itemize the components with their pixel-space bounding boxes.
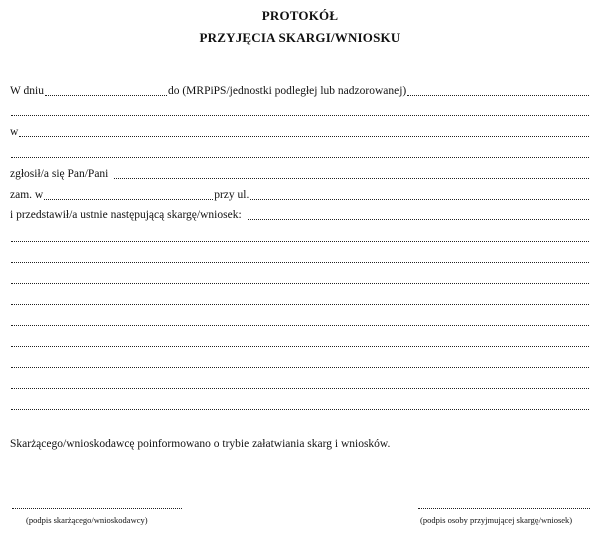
place-field-continued[interactable] [11, 157, 589, 158]
complaint-line [10, 312, 590, 328]
receiver-signature-line[interactable] [418, 508, 590, 509]
person-label: zgłosił/a się Pan/Pani [10, 168, 109, 180]
institution-field-continued[interactable] [11, 115, 589, 116]
person-row [10, 165, 590, 181]
complaint-text-line[interactable] [11, 283, 589, 284]
date-label: W dniu [10, 85, 44, 97]
place-field[interactable] [19, 136, 589, 137]
institution-label: do (MRPiPS/jednostki podległej lub nadzorowanej) [167, 85, 407, 97]
complaint-line [10, 291, 590, 307]
info-statement: Skarżącego/wnioskodawcę poinformowano o trybie załatwiania skarg i wniosków. [10, 438, 391, 450]
place-row [10, 123, 590, 139]
complaint-line [10, 249, 590, 265]
street-field[interactable] [250, 199, 589, 200]
complaint-text-line[interactable] [11, 325, 589, 326]
complaint-line [10, 375, 590, 391]
complaint-text-line[interactable] [11, 388, 589, 389]
person-field[interactable] [114, 178, 589, 179]
complaint-text-line[interactable] [11, 262, 589, 263]
complaint-field[interactable] [248, 219, 589, 220]
institution-continuation-row [10, 102, 590, 118]
city-field[interactable] [44, 199, 213, 200]
complaint-label: i przedstawił/a ustnie następującą skargę/wniosek: [10, 209, 242, 221]
complaint-line [10, 354, 590, 370]
place-continuation-row [10, 144, 590, 160]
complaint-text-line[interactable] [11, 241, 589, 242]
complaint-line [10, 228, 590, 244]
address-row [10, 186, 590, 202]
document-subtitle: PRZYJĘCIA SKARGI/WNIOSKU [199, 30, 401, 45]
place-label: w [10, 126, 19, 138]
complainant-signature-line[interactable] [12, 508, 182, 509]
document-title: PROTOKÓŁ [261, 8, 339, 23]
date-row [10, 82, 590, 98]
complaint-line [10, 270, 590, 286]
date-field[interactable] [45, 95, 167, 96]
complaint-line [10, 396, 590, 412]
institution-field[interactable] [407, 95, 589, 96]
city-label: zam. w [10, 189, 44, 201]
complaint-line [10, 333, 590, 349]
complaint-text-line[interactable] [11, 346, 589, 347]
complaint-text-line[interactable] [11, 367, 589, 368]
complainant-signature-caption: (podpis skarżącego/wnioskodawcy) [26, 515, 148, 525]
complaint-text-line[interactable] [11, 304, 589, 305]
street-label: przy ul. [214, 189, 250, 201]
receiver-signature-caption: (podpis osoby przyjmującej skargę/wniosek) [420, 515, 573, 525]
complaint-text-line[interactable] [11, 409, 589, 410]
complaint-label-row [10, 206, 590, 222]
